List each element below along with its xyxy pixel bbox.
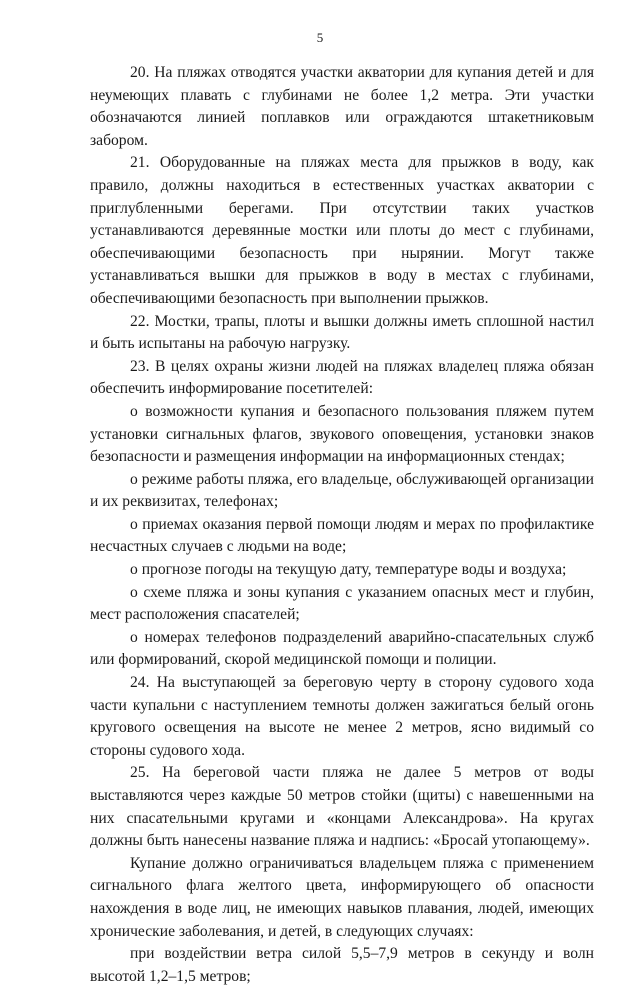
document-body (90, 62, 594, 988)
paragraph-22: 22. Мостки, трапы, плоты и вышки должны иметь сплошной настил и быть испытаны на рабочую нагрузку. (90, 312, 594, 353)
paragraph-25: 25. На береговой части пляжа не далее 5 метров от воды выставляются через каждые 50 метров стойки (щиты) с навешенными на них спасательными кругами и «концами Александрова». На кругах должны быть нанесены название пляжа и надпись: «Бросай утопающему». (90, 764, 594, 850)
list-item: о прогнозе погоды на текущую дату, температуре воды и воздуха; (130, 561, 567, 579)
list-item: о возможности купания и безопасного пользования пляжем путем установки сигнальных флагов, звукового оповещения, установки знаков безопасности и размещения информации на информационных стендах; (90, 402, 594, 466)
paragraph-21: 21. Оборудованные на пляжах места для прыжков в воду, как правило, должны находиться в естественных участках акватории с приглубленными берегами. При отсутствии таких участков устанавливаются деревянные мостки или плоты до мест с глубинами, обеспечивающими безопасность при нырянии. Могут также устанавливаться вышки для прыжков в воду в местах с глубинами, обеспечивающими безопасность при выполнении прыжков. (90, 154, 594, 307)
paragraph-24: 24. На выступающей за береговую черту в сторону судового хода части купальни с наступлением темноты должен зажигаться белый огонь кругового освещения на высоте не менее 2 метров, ясно видимый со стороны судового хода. (90, 674, 594, 759)
paragraph-23: 23. В целях охраны жизни людей на пляжах владелец пляжа обязан обеспечить информирование посетителей: (90, 357, 594, 398)
list-item: при воздействии ветра силой 5,5–7,9 метров в секунду и волн высотой 1,2–1,5 метров; (90, 945, 594, 985)
paragraph-swimming-restriction: Купание должно ограничиваться владельцем пляжа с применением сигнального флага желтого цвета, информирующего об опасности нахождения в воде лиц, не имеющих навыков плавания, людей, имеющих хронические заболевания, и детей, в следующих случаях: (90, 854, 594, 940)
page-number: 5 (316, 30, 324, 45)
list-item: о номерах телефонов подразделений аварийно-спасательных служб или формирований, скорой медицинской помощи и полиции. (90, 628, 594, 669)
list-item: о режиме работы пляжа, его владельце, обслуживающей организации и их реквизитах, телефонах; (90, 470, 594, 511)
list-item: о схеме пляжа и зоны купания с указанием опасных мест и глубин, мест расположения спасателей; (90, 583, 594, 624)
paragraph-20: 20. На пляжах отводятся участки акватории для купания детей и для неумеющих плавать с глубинами не более 1,2 метра. Эти участки обозначаются линией поплавков или ограждаются штакетниковым забором. (90, 64, 594, 149)
list-item: о приемах оказания первой помощи людям и мерах по профилактике несчастных случаев с людьми на воде; (90, 515, 594, 556)
